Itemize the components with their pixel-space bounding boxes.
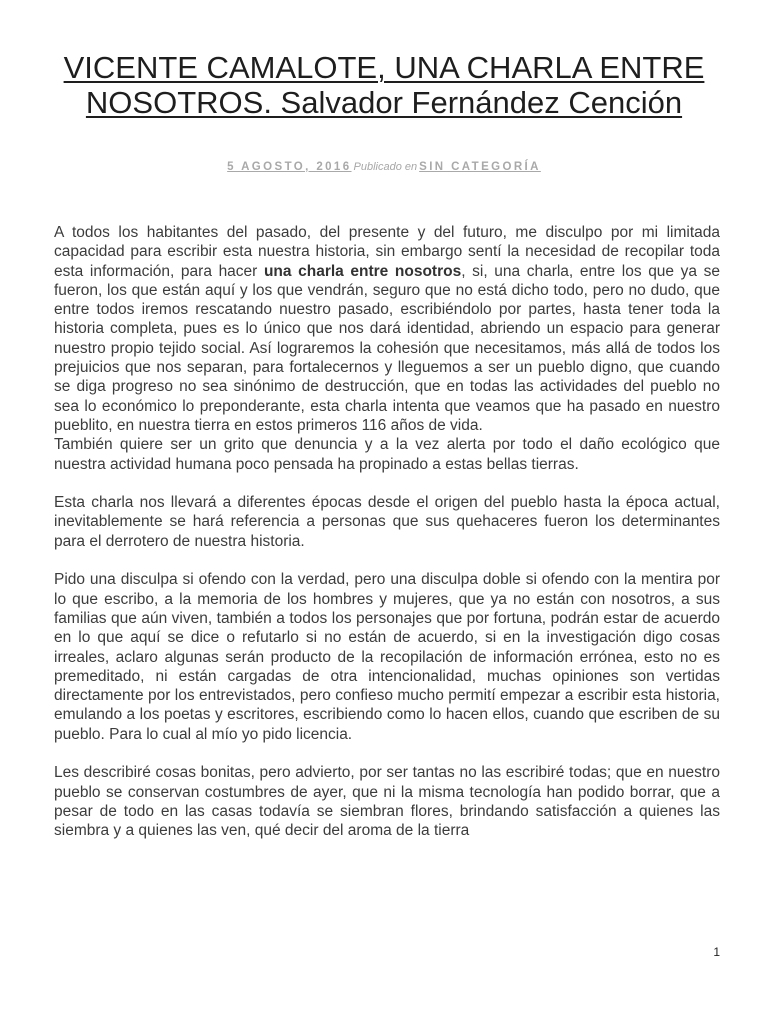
published-in-label: Publicado en [353,161,418,173]
page-number: 1 [713,945,720,959]
paragraph-denuncia: También quiere ser un grito que denuncia y a la vez alerta por todo el daño ecológico que nuestra actividad humana poco pensada ha propinado a estas bellas tierras. [54,436,720,473]
paragraph-cosas-bonitas: Les describiré cosas bonitas, pero advierto, por ser tantas no las escribiré todas; que en nuestro pueblo se conservan costumbres de ayer, que ni la misma tecnología han podido borrar, que a pesar de todo en las casas todavía se siembran flores, brindando satisfacción a quienes las siembra y a quienes las ven, qué decir del aroma de la tierra [54,764,720,840]
paragraph-epocas: Esta charla nos llevará a diferentes épocas desde el origen del pueblo hasta la época actual, inevitablemente se hará referencia a personas que sus quehaceres fueron los determinantes para el derrotero de nuestra historia. [54,494,720,550]
paragraph-intro-start: A todos los habitantes del pasado, del presente y del futuro, me disculpo por mi limitada capacidad para escribir esta nuestra historia, sin embargo sentí la necesidad de recopilar toda esta información, para hacer [54,224,720,280]
paragraph-disculpa: Pido una disculpa si ofendo con la verdad, pero una disculpa doble si ofendo con la mentira por lo que escribo, a la memoria de los hombres y mujeres, que ya no están con nosotros, a sus familias que aún viven, también a todos los personajes que por fortuna, podrán estar de acuerdo en lo que aquí se dice o refutarlo si no están de acuerdo, si en la investigación digo cosas irreales, aclaro algunas serán producto de la recopilación de información errónea, esto no es premeditado, ni están cargadas de otra intencionalidad, muchas opiniones son vertidas directamente por los entrevistados, pero confieso mucho permití empezar a escribir esta historia, emulando a los poetas y escritores, escribiendo como lo hacen ellos, cuando que escriben de su pueblo. Para lo cual al mío yo pido licencia. [54,571,720,743]
paragraph-intro-end: , si, una charla, entre los que ya se fueron, los que están aquí y los que vendrán, seguro que no está dicho todo, pero no dudo, que entre todos iremos rescatando nuestro pasado, escribiéndolo por partes, hasta tener toda la historia completa, pues es lo único que nos dará identidad, abriendo un espacio para generar nuestro propio tejido social. Así lograremos la cohesión que necesitamos, más allá de todos los prejuicios que nos separan, para fortalecernos y lleguemos a ser un pueblo digno, que cuando se diga progreso no sea sinónimo de destrucción, que en todas las actividades del pueblo no sea lo económico lo preponderante, esta charla intenta que veamos que ha pasado en nuestro pueblito, en nuestra tierra en estos primeros 116 años de vida. [54,262,721,434]
post-date-link[interactable]: 5 AGOSTO, 2016 [227,161,352,173]
category-link[interactable]: SIN CATEGORÍA [419,161,541,173]
paragraph-intro [54,223,720,435]
post-meta [0,158,768,175]
document-title: VICENTE CAMALOTE, UNA CHARLA ENTRE NOSOTROS. Salvador Fernández Cención [63,50,705,120]
paragraph-intro-emphasis: una charla entre nosotros [263,262,462,280]
document-body [54,223,720,841]
